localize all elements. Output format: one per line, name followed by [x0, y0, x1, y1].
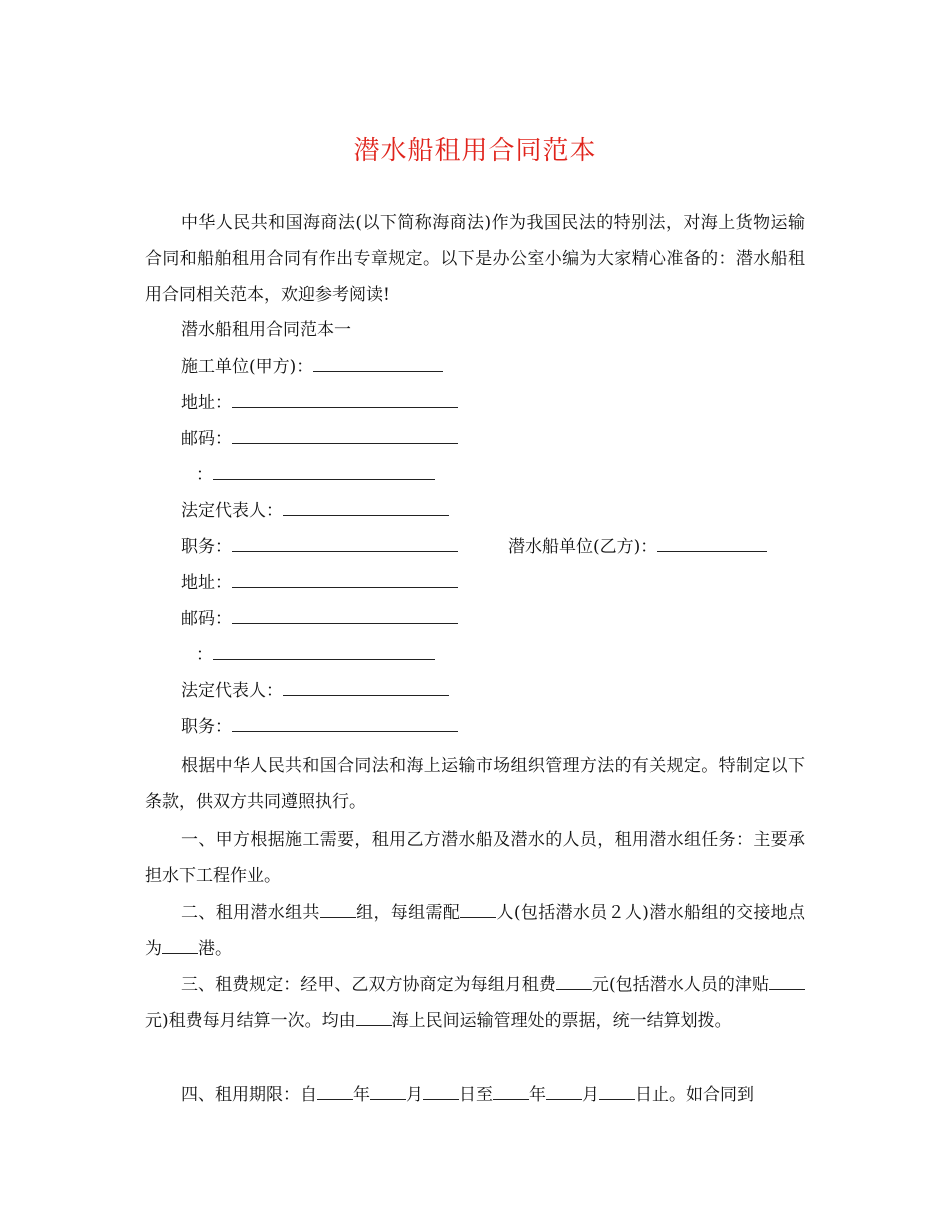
clause-4-blank-start-day[interactable] — [423, 1083, 459, 1100]
clause-3-text-3: 元)租费每月结算一次。均由 — [145, 1011, 356, 1031]
clause-4-day-1: 日至 — [459, 1085, 493, 1105]
party-a-colon-row — [196, 463, 435, 487]
clause-2-text-2: 组，每组需配 — [355, 903, 461, 923]
clause-4-year-1: 年 — [353, 1085, 370, 1105]
party-a-position-label: 职务： — [181, 537, 232, 557]
party-b-colon-label: ： — [196, 645, 213, 665]
party-a-unit-field[interactable] — [313, 355, 443, 372]
party-b-address-field[interactable] — [232, 571, 458, 588]
party-b-colon-row — [196, 643, 435, 667]
party-a-unit-label: 施工单位(甲方)： — [181, 357, 314, 377]
clause-2-text-4: 港。 — [198, 939, 232, 959]
party-b-position-row — [181, 715, 458, 739]
clause-3-text-1: 三、租费规定：经甲、乙双方协商定为每组月租费 — [181, 975, 556, 995]
party-b-position-field[interactable] — [232, 715, 458, 732]
party-a-rep-row — [181, 499, 449, 523]
clause-2-blank-persons[interactable] — [460, 901, 496, 918]
party-a-rep-label: 法定代表人： — [181, 501, 283, 521]
party-b-postcode-field[interactable] — [232, 607, 458, 624]
party-a-position-row — [181, 535, 458, 559]
party-b-rep-field[interactable] — [283, 679, 449, 696]
party-b-postcode-label: 邮码： — [181, 609, 232, 629]
clause-2-text-1: 二、租用潜水组共 — [181, 903, 320, 923]
clause-3-text-2: 元(包括潜水人员的津贴 — [591, 975, 770, 995]
clause-4-month-1: 月 — [406, 1085, 423, 1105]
party-a-position-field[interactable] — [232, 535, 458, 552]
document-title: 潜水船租用合同范本 — [353, 136, 597, 166]
party-a-unit-row — [181, 355, 443, 379]
clause-4-blank-start-year[interactable] — [317, 1083, 353, 1100]
clause-3-paragraph — [145, 967, 805, 1039]
party-a-colon-label: ： — [196, 465, 213, 485]
party-b-postcode-row — [181, 607, 458, 631]
party-b-rep-label: 法定代表人： — [181, 681, 283, 701]
party-a-postcode-label: 邮码： — [181, 429, 232, 449]
clause-3-blank-agency[interactable] — [356, 1009, 392, 1026]
clause-2-blank-port[interactable] — [162, 937, 198, 954]
party-b-colon-field[interactable] — [213, 643, 435, 660]
section-heading: 潜水船租用合同范本一 — [181, 320, 351, 340]
intro-paragraph: 中华人民共和国海商法(以下简称海商法)作为我国民法的特别法，对海上货物运输合同和船舶租用合同有作出专章规定。以下是办公室小编为大家精心准备的：潜水船租用合同相关范本，欢迎参考阅读! — [145, 213, 805, 305]
party-b-address-row — [181, 571, 458, 595]
clause-2-paragraph — [145, 895, 805, 967]
clause-3-text-4: 海上民间运输管理处的票据，统一结算划拨。 — [391, 1011, 732, 1031]
party-a-rep-field[interactable] — [283, 499, 449, 516]
party-a-address-field[interactable] — [232, 391, 458, 408]
party-a-postcode-field[interactable] — [232, 427, 458, 444]
clause-4-month-2: 月 — [582, 1085, 599, 1105]
party-a-address-row — [181, 391, 458, 415]
clause-4-blank-end-month[interactable] — [546, 1083, 582, 1100]
party-b-position-label: 职务： — [181, 717, 232, 737]
party-a-postcode-row — [181, 427, 458, 451]
clause-4-year-2: 年 — [529, 1085, 546, 1105]
clause-2-text-3: 人(包括潜水员２人)潜水船组的交接地点为 — [145, 903, 806, 959]
clause-1-paragraph: 一、甲方根据施工需要，租用乙方潜水船及潜水的人员，租用潜水组任务：主要承担水下工程作业。 — [145, 830, 805, 886]
clause-4-blank-start-month[interactable] — [370, 1083, 406, 1100]
clause-4-day-2: 日止。如合同到 — [635, 1085, 754, 1105]
party-a-address-label: 地址： — [181, 393, 232, 413]
clause-3-blank-allowance[interactable] — [769, 973, 805, 990]
party-b-unit-row — [508, 535, 767, 559]
clause-3-blank-fee[interactable] — [556, 973, 592, 990]
party-a-colon-field[interactable] — [213, 463, 435, 480]
clause-4-blank-end-year[interactable] — [493, 1083, 529, 1100]
party-b-unit-field[interactable] — [657, 535, 767, 552]
party-b-rep-row — [181, 679, 449, 703]
clause-4-paragraph — [145, 1077, 805, 1113]
clause-4-text-1: 四、租用期限：自 — [181, 1085, 317, 1105]
preamble-paragraph: 根据中华人民共和国合同法和海上运输市场组织管理方法的有关规定。特制定以下条款，供双方共同遵照执行。 — [145, 756, 805, 812]
party-b-unit-label: 潜水船单位(乙方)： — [508, 537, 658, 557]
clause-4-blank-end-day[interactable] — [599, 1083, 635, 1100]
party-b-address-label: 地址： — [181, 573, 232, 593]
clause-2-blank-groups[interactable] — [320, 901, 356, 918]
